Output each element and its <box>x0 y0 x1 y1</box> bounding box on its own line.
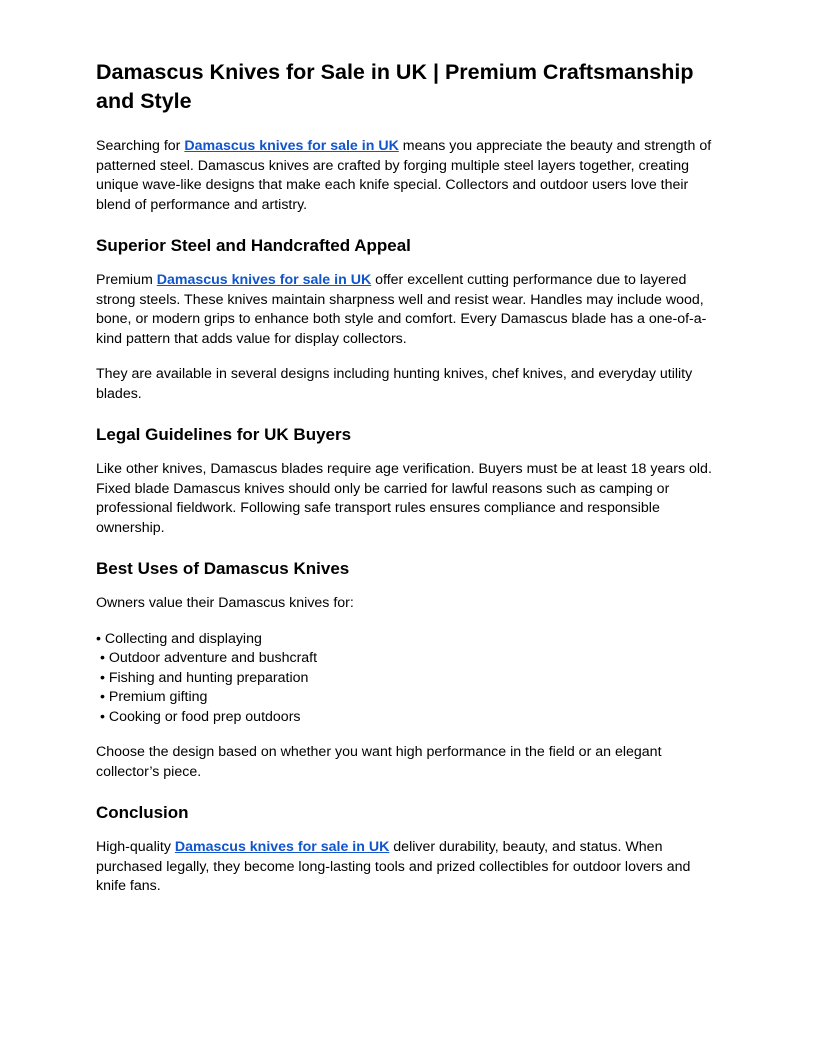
heading-best-uses: Best Uses of Damascus Knives <box>96 559 350 578</box>
legal-guidelines-paragraph: Like other knives, Damascus blades require age verification. Buyers must be at least 18 years old. Fixed blade Damascus knives should only be carried for lawful reasons such as camping or professional fieldwork. Following safe transport rules ensures compliance and responsible ownership. <box>96 461 712 536</box>
heading-superior-steel: Superior Steel and Handcrafted Appeal <box>96 236 411 255</box>
list-item: • Collecting and displaying <box>96 630 262 647</box>
list-item: • Fishing and hunting preparation <box>96 669 309 686</box>
intro-text-before: Searching for <box>96 138 185 154</box>
intro-text-after: means you appreciate the beauty and strength of patterned steel. Damascus knives are crafted by forging multiple steel layers together, creating unique wave-like designs that make each knife special. Collectors and outdoor users love their blend of performance and artistry. <box>96 138 712 213</box>
damascus-knives-link-conclusion[interactable]: Damascus knives for sale in UK <box>174 839 390 855</box>
page-title: Damascus Knives for Sale in UK | Premium Craftsmanship and Style <box>96 60 694 113</box>
conclusion-text-before: High-quality <box>96 839 175 855</box>
list-item: • Premium gifting <box>96 689 208 705</box>
best-uses-outro: Choose the design based on whether you want high performance in the field or an elegant collector’s piece. <box>96 744 662 780</box>
list-item: • Cooking or food prep outdoors <box>96 708 301 725</box>
heading-conclusion: Conclusion <box>96 803 189 822</box>
superior-steel-text-before: Premium <box>96 272 157 288</box>
heading-legal-guidelines: Legal Guidelines for UK Buyers <box>96 425 352 444</box>
best-uses-intro: Owners value their Damascus knives for: <box>96 595 354 611</box>
damascus-knives-link-intro[interactable]: Damascus knives for sale in UK <box>184 138 399 154</box>
designs-paragraph: They are available in several designs including hunting knives, chef knives, and everyday utility blades. <box>96 366 693 402</box>
conclusion-paragraph <box>96 838 720 897</box>
damascus-knives-link-premium[interactable]: Damascus knives for sale in UK <box>156 272 372 288</box>
list-item: • Outdoor adventure and bushcraft <box>96 650 318 666</box>
intro-paragraph <box>96 137 720 215</box>
document-page <box>96 58 720 913</box>
superior-steel-text-after: offer excellent cutting performance due to layered strong steels. These knives maintain sharpness well and resist wear. Handles may include wood, bone, or modern grips to enhance both style and comfort. Every Damascus blade has a one-of-a-kind pattern that adds value for display collectors. <box>96 272 707 347</box>
best-uses-list <box>96 630 720 728</box>
superior-steel-paragraph <box>96 271 720 349</box>
conclusion-text-after: deliver durability, beauty, and status. When purchased legally, they become long-lasting tools and prized collectibles for outdoor lovers and knife fans. <box>96 839 691 894</box>
